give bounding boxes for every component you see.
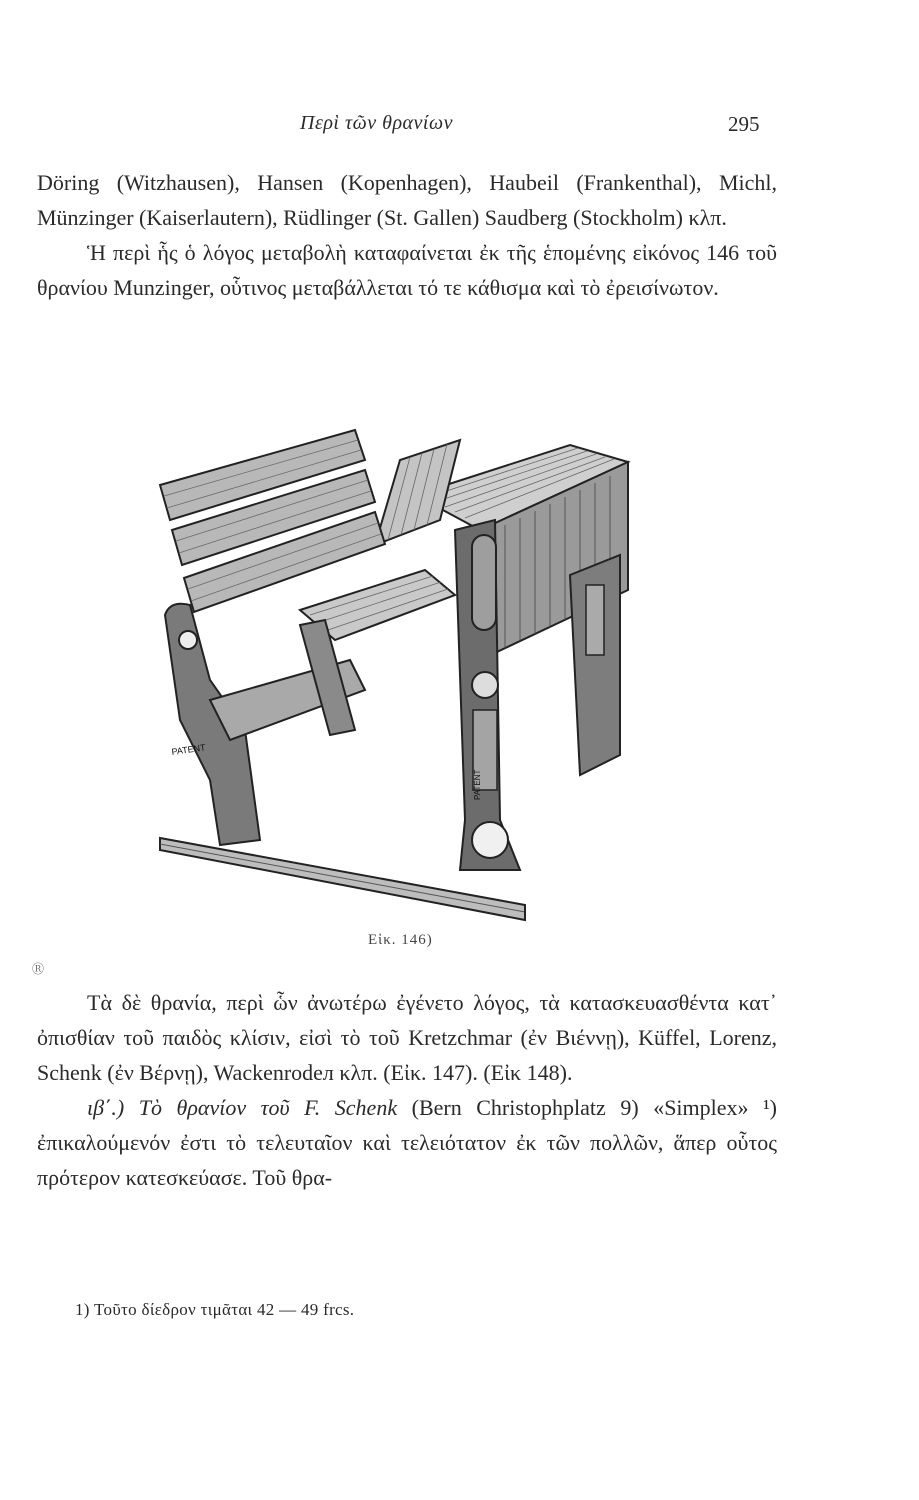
running-title: Περὶ τῶν θρανίων: [300, 112, 453, 134]
school-desk-engraving: [150, 400, 680, 930]
figure-caption: Εἰκ. 146): [368, 932, 433, 948]
patent-label-left: PATENT: [170, 742, 207, 757]
paragraph-body: (Bern Christophplatz 9) «Simplex» ¹) ἐπικαλούμενόν ἐστι τὸ τελευταῖον καὶ τελειότατον ἐκ τῶν πολλῶν, ἅπερ οὗτος πρότερον κατεσκεύασε. Τοῦ θρα-: [37, 1095, 777, 1190]
text-block-bottom: [37, 985, 777, 1195]
paragraph-manufacturers: Döring (Witzhausen), Hansen (Kopenhagen), Haubeil (Frankenthal), Michl, Münzinger (Kaiserlautern), Rüdlinger (St. Gallen) Saudberg (Stockholm) κλπ.: [37, 170, 777, 230]
desk-illustration: [150, 400, 680, 930]
subsection-number: ιβ΄.): [87, 1095, 125, 1120]
paragraph-schenk-desk: [37, 1090, 777, 1195]
library-stamp: Ⓡ: [32, 962, 45, 976]
text-block-top: [37, 165, 777, 305]
patent-label-leg: PATENT: [473, 769, 482, 800]
paragraph-reclining-desks: Τὰ δὲ θρανία, περὶ ὧν ἀνωτέρω ἐγένετο λόγος, τὰ κατασκευασθέντα κατ᾽ ὀπισθίαν τοῦ παιδὸς κλίσιν, εἰσὶ τὸ τοῦ Kretzchmar (ἐν Βιέννῃ), Küffel, Lorenz, Schenk (ἐν Βέρνῃ), Wackenrodeл κλπ. (Εἰκ. 147). (Εἰκ 148).: [37, 990, 777, 1085]
footnote: 1) Τοῦτο δίεδρον τιμᾶται 42 — 49 frcs.: [75, 1300, 355, 1319]
page-number: 295: [728, 112, 760, 136]
subsection-title: Τὸ θρανίον τοῦ F. Schenk: [138, 1095, 398, 1120]
paragraph-figure-intro: Ἡ περὶ ἧς ὁ λόγος μεταβολὴ καταφαίνεται ἐκ τῆς ἑπομένης εἰκόνος 146 τοῦ θρανίου Munzinger, οὗτινος μεταβάλλεται τό τε κάθισμα καὶ τὸ ἐρεισίνωτον.: [37, 240, 777, 300]
running-head: [0, 112, 919, 142]
